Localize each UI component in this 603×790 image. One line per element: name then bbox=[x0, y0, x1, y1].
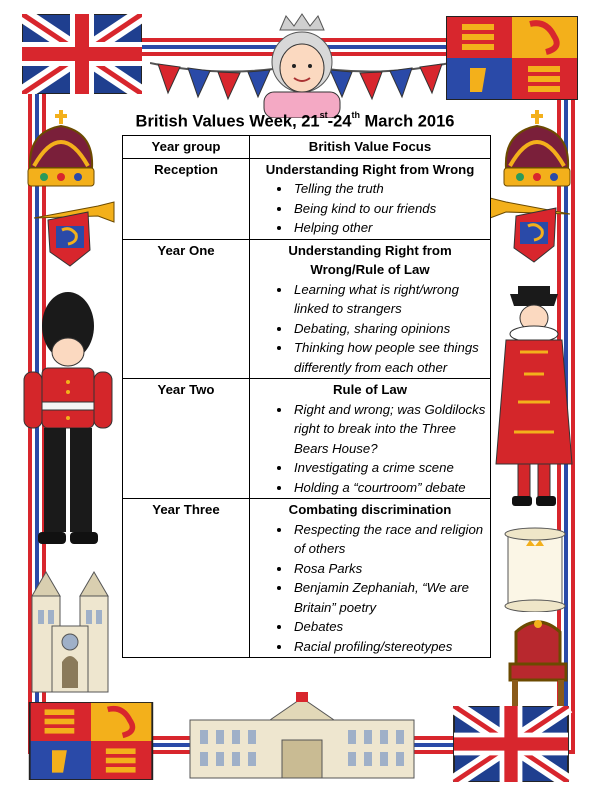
table-row bbox=[123, 499, 491, 658]
focus-title: Understanding Right from Wrong bbox=[265, 161, 475, 177]
year-cell: Reception bbox=[123, 158, 250, 239]
throne-icon bbox=[502, 614, 574, 712]
list-item: • Respecting the race and religion of others bbox=[292, 520, 486, 559]
list-item: • Right and wrong; was Goldilocks right to break into the Three Bears House? bbox=[292, 400, 486, 459]
list-item: • Investigating a crime scene bbox=[292, 458, 486, 478]
list-item: • Rosa Parks bbox=[292, 559, 486, 579]
royal-standard-flag-icon bbox=[28, 702, 154, 780]
focus-title: Combating discrimination bbox=[288, 502, 452, 517]
scroll-icon bbox=[500, 524, 572, 612]
westminster-abbey-icon bbox=[26, 566, 114, 694]
royal-guard-icon bbox=[16, 292, 120, 554]
focus-cell bbox=[250, 499, 491, 658]
union-jack-flag-icon bbox=[22, 14, 142, 94]
focus-list bbox=[254, 520, 486, 657]
trumpet-icon bbox=[28, 200, 120, 276]
british-values-table bbox=[122, 135, 491, 658]
year-cell: Year Two bbox=[123, 379, 250, 499]
year-cell: Year Three bbox=[123, 499, 250, 658]
focus-title: Rule of Law bbox=[333, 382, 407, 397]
title-main: British Values Week, 21 bbox=[135, 112, 320, 131]
focus-title: Understanding Right from Wrong/Rule of Law bbox=[288, 242, 452, 277]
crown-icon bbox=[500, 108, 574, 198]
focus-list bbox=[254, 179, 486, 238]
list-item: • Thinking how people see things differently from each other bbox=[292, 338, 486, 377]
year-cell: Year One bbox=[123, 239, 250, 379]
focus-list bbox=[254, 400, 486, 498]
title-date-end: -24 bbox=[327, 112, 352, 131]
page-title bbox=[115, 112, 475, 132]
list-item: • Debates bbox=[292, 617, 486, 637]
title-superscript-th: th bbox=[351, 110, 360, 120]
header-year-group: Year group bbox=[123, 136, 250, 159]
focus-cell bbox=[250, 158, 491, 239]
trumpet-icon bbox=[484, 196, 576, 272]
table-row bbox=[123, 239, 491, 379]
list-item: • Learning what is right/wrong linked to strangers bbox=[292, 280, 486, 319]
table-header-row bbox=[123, 136, 491, 159]
list-item: • Helping other bbox=[292, 218, 486, 238]
list-item: • Being kind to our friends bbox=[292, 199, 486, 219]
table-row bbox=[123, 158, 491, 239]
list-item: • Debating, sharing opinions bbox=[292, 319, 486, 339]
focus-cell bbox=[250, 379, 491, 499]
list-item: • Telling the truth bbox=[292, 179, 486, 199]
beefeater-icon bbox=[484, 282, 584, 512]
union-jack-flag-icon bbox=[446, 706, 576, 782]
focus-list bbox=[254, 280, 486, 378]
crown-icon bbox=[24, 108, 98, 198]
royal-standard-flag-icon bbox=[446, 16, 578, 100]
title-superscript-st: st bbox=[319, 110, 328, 120]
title-month-year: March 2016 bbox=[359, 112, 455, 131]
queen-icon bbox=[256, 10, 348, 118]
list-item: • Benjamin Zephaniah, “We are Britain” poetry bbox=[292, 578, 486, 617]
table-row bbox=[123, 379, 491, 499]
focus-cell bbox=[250, 239, 491, 379]
header-british-value-focus: British Value Focus bbox=[250, 136, 491, 159]
buckingham-palace-icon bbox=[186, 690, 418, 782]
list-item: • Racial profiling/stereotypes bbox=[292, 637, 486, 657]
list-item: • Holding a “courtroom” debate bbox=[292, 478, 486, 498]
